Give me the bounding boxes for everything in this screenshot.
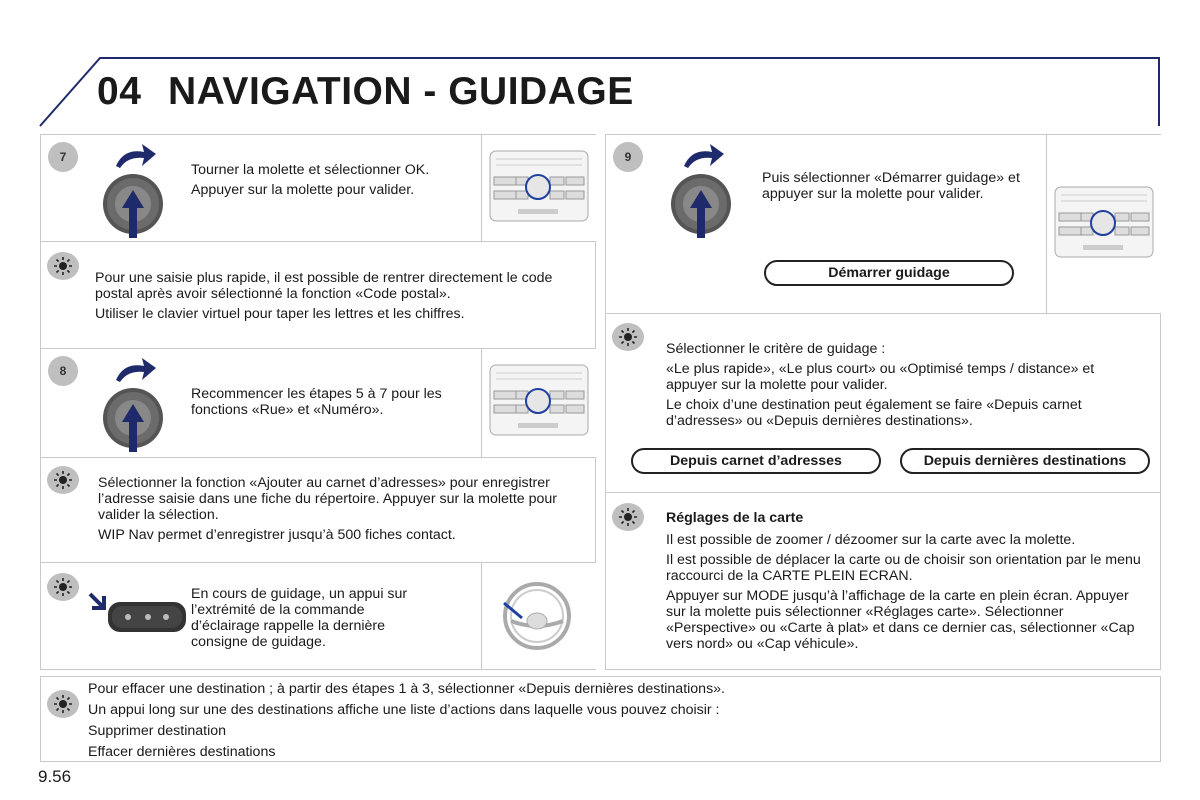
- tip-icon: [612, 323, 644, 351]
- depuis-dernieres-destinations-button[interactable]: Depuis dernières destinations: [900, 448, 1150, 474]
- lightbulb-icon: [619, 328, 637, 346]
- tip-4-text: Sélectionner le critère de guidage :: [666, 341, 886, 357]
- page-title: NAVIGATION - GUIDAGE: [168, 70, 634, 113]
- step-badge: 8: [48, 356, 78, 386]
- tip-5-text-2: Il est possible de déplacer la carte ou de choisir son orientation par le menu raccourci de la CARTE PLEIN ECRAN.: [666, 552, 1141, 584]
- tip-icon: [612, 503, 644, 531]
- dial-turn-icon: [98, 138, 170, 242]
- tip-4-text-2: «Le plus rapide», «Le plus court» ou «Optimisé temps / distance» et appuyer sur la molette pour valider.: [666, 361, 1095, 393]
- step-badge: 9: [613, 142, 643, 172]
- bottom-text-4: Effacer dernières destinations: [88, 744, 276, 760]
- radio-panel-illustration: [481, 135, 596, 241]
- step-7-text-2: Appuyer sur la molette pour valider.: [191, 182, 415, 198]
- bottom-text: Pour effacer une destination ; à partir des étapes 1 à 3, sélectionner «Depuis dernières destinations».: [88, 681, 725, 697]
- demarrer-guidage-button[interactable]: Démarrer guidage: [764, 260, 1014, 286]
- lightbulb-icon: [54, 257, 72, 275]
- bottom-text-2: Un appui long sur une des destinations affiche une liste d’actions dans laquelle vous pouvez choisir :: [88, 702, 720, 718]
- tip-2-text: Sélectionner la fonction «Ajouter au carnet d’adresses» pour enregistrer l’adresse saisie dans une fiche du répertoire. Appuyer sur la molette pour valider la sélection.: [98, 475, 557, 523]
- tip-icon: [47, 690, 79, 718]
- radio-panel-illustration: [1046, 135, 1161, 313]
- lightbulb-icon: [54, 578, 72, 596]
- tip-1-text-2: Utiliser le clavier virtuel pour taper les lettres et les chiffres.: [95, 306, 465, 322]
- bottom-text-3: Supprimer destination: [88, 723, 227, 739]
- chapter-number: 04: [97, 70, 142, 113]
- light-stalk-illustration: [88, 586, 188, 646]
- tip-5-text-3: Appuyer sur MODE jusqu’à l’affichage de la carte en plein écran. Appuyer sur la molette puis sélectionner «Réglages carte». Sélectionner «Perspective» ou «Carte à plat» et dans ce dernier cas, sélectionner «Cap vers nord» ou «Cap véhicule».: [666, 588, 1135, 652]
- lightbulb-icon: [619, 508, 637, 526]
- radio-panel-illustration: [481, 349, 596, 457]
- tip-5-text: Il est possible de zoomer / dézoomer sur la carte avec la molette.: [666, 532, 1076, 548]
- tip-5-heading: Réglages de la carte: [666, 510, 804, 526]
- tip-icon: [47, 252, 79, 280]
- depuis-carnet-button[interactable]: Depuis carnet d’adresses: [631, 448, 881, 474]
- dial-turn-icon: [666, 138, 738, 242]
- lightbulb-icon: [54, 471, 72, 489]
- steering-wheel-illustration: [481, 563, 596, 669]
- tip-3-text: En cours de guidage, un appui sur l’extrémité de la commande d’éclairage rappelle la dernière consigne de guidage.: [191, 586, 408, 650]
- tip-4-text-3: Le choix d’une destination peut également se faire «Depuis carnet d’adresses» ou «Depuis dernières destinations».: [666, 397, 1082, 429]
- tip-1-text: Pour une saisie plus rapide, il est possible de rentrer directement le code postal après avoir sélectionné la fonction «Code postal».: [95, 270, 553, 302]
- step-badge: 7: [48, 142, 78, 172]
- page-number: 9.56: [38, 767, 72, 786]
- tip-icon: [47, 466, 79, 494]
- dial-turn-icon: [98, 352, 170, 456]
- step-7-text: Tourner la molette et sélectionner OK.: [191, 162, 430, 178]
- tip-icon: [47, 573, 79, 601]
- step-8-text: Recommencer les étapes 5 à 7 pour les fonctions «Rue» et «Numéro».: [191, 386, 442, 418]
- step-9-text: Puis sélectionner «Démarrer guidage» et appuyer sur la molette pour valider.: [762, 170, 1020, 202]
- lightbulb-icon: [54, 695, 72, 713]
- tip-2-text-2: WIP Nav permet d’enregistrer jusqu’à 500 fiches contact.: [98, 527, 456, 543]
